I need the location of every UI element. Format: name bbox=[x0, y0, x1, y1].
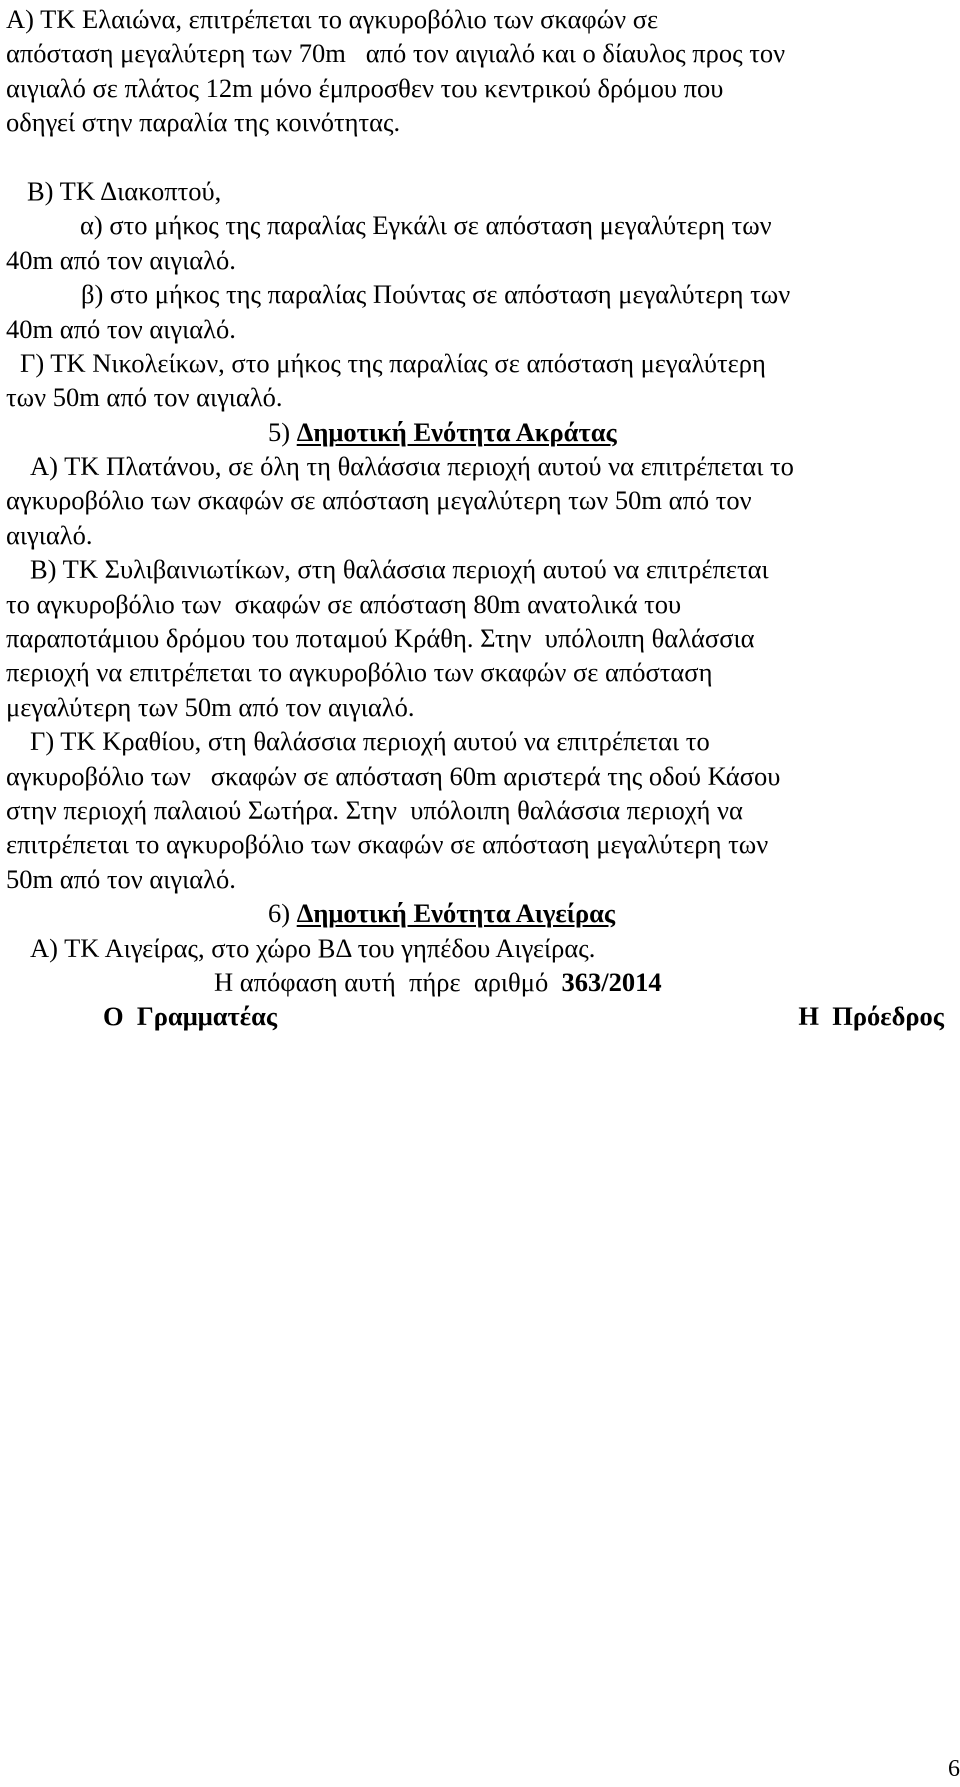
paragraph-line: Β) ΤΚ Διακοπτού, bbox=[27, 175, 222, 206]
signature-row bbox=[6, 999, 944, 1033]
paragraph-line: απόσταση μεγαλύτερη των 70m από τον αιγιαλό και ο δίαυλος προς τον bbox=[6, 38, 786, 69]
decision-text: Η απόφαση αυτή πήρε αριθμό bbox=[214, 966, 562, 997]
paragraph-line: 40m από τον αιγιαλό. bbox=[6, 244, 236, 275]
paragraph-line: 40m από τον αιγιαλό. bbox=[6, 313, 236, 344]
paragraph-line: αιγιαλό σε πλάτος 12m μόνο έμπροσθεν του κεντρικού δρόμου που bbox=[6, 72, 724, 103]
paragraph-line: οδηγεί στην παραλία της κοινότητας. bbox=[6, 107, 401, 138]
paragraph-line: των 50m από τον αιγιαλό. bbox=[6, 382, 283, 413]
document-body bbox=[6, 2, 944, 1034]
paragraph-line: αγκυροβόλιο των σκαφών σε απόσταση μεγαλύτερη των 50m από τον bbox=[6, 485, 752, 516]
paragraph-line: β) στο μήκος της παραλίας Πούντας σε απόσταση μεγαλύτερη των bbox=[81, 279, 791, 310]
paragraph-line: Α) ΤΚ Ελαιώνα, επιτρέπεται το αγκυροβόλιο των σκαφών σε bbox=[6, 4, 659, 34]
decision-number: 363/2014 bbox=[561, 966, 662, 997]
section-number: 5) bbox=[268, 416, 291, 447]
paragraph-line: στην περιοχή παλαιού Σωτήρα. Στην υπόλοιπη θαλάσσια περιοχή να bbox=[6, 794, 743, 825]
paragraph-line: Β) ΤΚ Συλιβαινιωτίκων, στη θαλάσσια περιοχή αυτού να επιτρέπεται bbox=[30, 554, 769, 585]
paragraph-line: α) στο μήκος της παραλίας Εγκάλι σε απόσταση μεγαλύτερη των bbox=[80, 210, 772, 241]
paragraph-line: 50m από τον αιγιαλό. bbox=[6, 863, 236, 894]
paragraph-line: περιοχή να επιτρέπεται το αγκυροβόλιο των σκαφών σε απόσταση bbox=[6, 657, 713, 688]
paragraph-line: Γ) ΤΚ Νικολείκων, στο μήκος της παραλίας σε απόσταση μεγαλύτερη bbox=[20, 347, 766, 378]
section-heading-5 bbox=[6, 415, 944, 449]
section-heading-6 bbox=[6, 896, 944, 930]
secretary-label: Ο Γραμματέας bbox=[103, 1001, 278, 1032]
blank-line bbox=[6, 140, 944, 174]
paragraph-line: Γ) ΤΚ Κραθίου, στη θαλάσσια περιοχή αυτού να επιτρέπεται το bbox=[30, 726, 710, 757]
paragraph-line: Α) ΤΚ Πλατάνου, σε όλη τη θαλάσσια περιοχή αυτού να επιτρέπεται το bbox=[30, 451, 794, 482]
decision-line bbox=[6, 965, 944, 999]
section-title: Δημοτική Ενότητα Αιγείρας bbox=[296, 898, 616, 929]
paragraph-line: επιτρέπεται το αγκυροβόλιο των σκαφών σε απόσταση μεγαλύτερη των bbox=[6, 829, 769, 860]
section-title: Δημοτική Ενότητα Ακράτας bbox=[296, 416, 617, 447]
paragraph-line: παραποτάμιου δρόμου του ποταμού Κράθη. Στην υπόλοιπη θαλάσσια bbox=[6, 623, 755, 654]
paragraph-line: το αγκυροβόλιο των σκαφών σε απόσταση 80m ανατολικά του bbox=[6, 588, 682, 619]
paragraph-line: μεγαλύτερη των 50m από τον αιγιαλό. bbox=[6, 691, 415, 722]
paragraph-line: αγκυροβόλιο των σκαφών σε απόσταση 60m αριστερά της οδού Κάσου bbox=[6, 760, 781, 791]
section-number: 6) bbox=[268, 898, 291, 929]
president-label: Η Πρόεδρος bbox=[798, 1001, 944, 1032]
paragraph-line: Α) ΤΚ Αιγείρας, στο χώρο ΒΔ του γηπέδου Αιγείρας. bbox=[30, 932, 596, 963]
paragraph-line: αιγιαλό. bbox=[6, 519, 93, 550]
page-number: 6 bbox=[948, 1756, 960, 1782]
